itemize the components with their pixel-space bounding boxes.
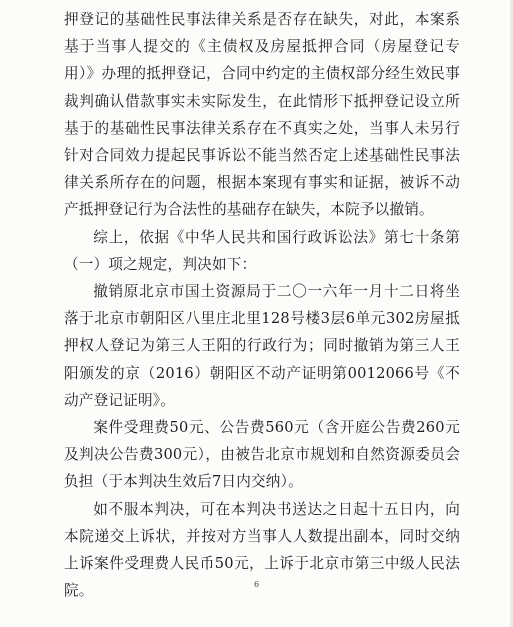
paragraph-judgment-revocation: 撤销原北京市国土资源局于二〇一六年一月十二日将坐落于北京市朝阳区八里庄北里128号楼3层6单元302房屋抵押权人登记为第三人王阳的行政行为；同时撤销为第三人王阳颁发的京（2016）朝阳区不动产证明第0012066号《不动产登记证明》。 [64,283,460,409]
paragraph-appeal-notice: 如不服本判决，可在本判决书送达之日起十五日内，向本院递交上诉状，并按对方当事人人数提出副本，同时交纳上诉案件受理费人民币50元，上诉于北京市第三中级人民法院。 [64,500,460,600]
page-number: 6 [253,580,260,589]
paragraph-legal-basis: 综上，依据《中华人民共和国行政诉讼法》第七十条第（一）项之规定，判决如下： [64,228,460,273]
paragraph-mortgage-analysis: 押登记的基础性民事法律关系是否存在缺失，对此，本案系基于当事人提交的《主债权及房屋抵押合同（房屋登记专用）》办理的抵押登记，合同中约定的主债权部分经生效民事裁判确认借款事实未实际发生，在此情形下抵押登记设立所基于的基础性民事法律关系存在不真实之处，当事人未另行针对合同效力提起民事诉讼不能当然否定上述基础性民事法律关系所存在的问题，根据本案现有事实和证据，被诉不动产抵押登记行为合法性的基础存在缺失，本院予以撤销。 [64,11,460,219]
paragraph-court-fees: 案件受理费50元、公告费560元（含开庭公告费260元及判决公告费300元），由被告北京市规划和自然资源委员会负担（于本判决生效后7日内交纳）。 [64,419,460,491]
judgment-body [64,6,460,604]
